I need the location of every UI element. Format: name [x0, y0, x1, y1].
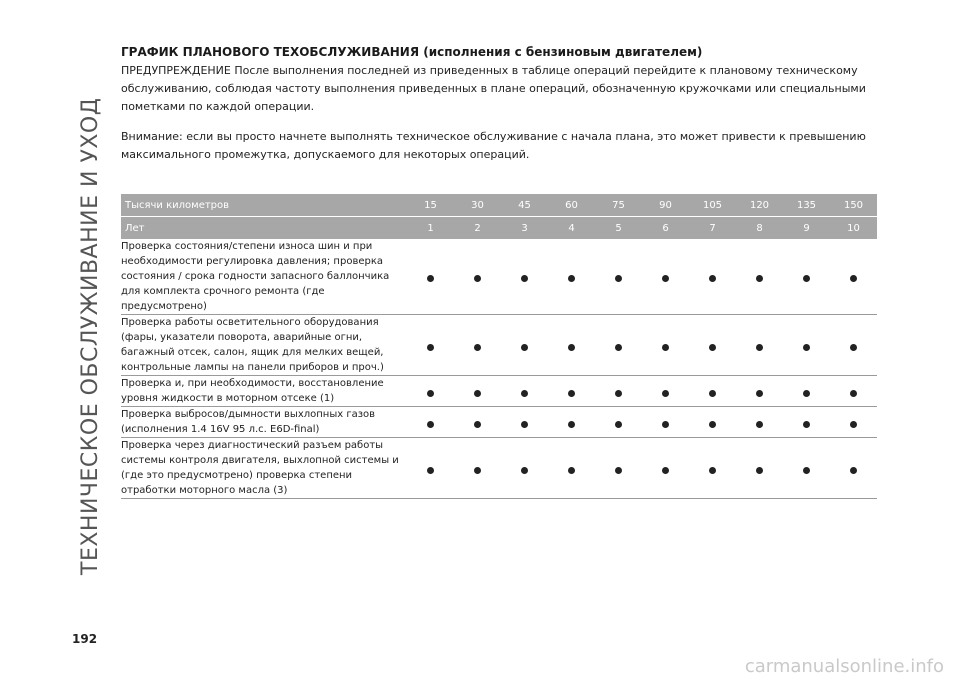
table-row	[121, 239, 877, 315]
km-header-cell: 60	[548, 194, 595, 217]
interval-cell	[783, 315, 830, 376]
interval-cell	[830, 376, 877, 407]
interval-cell	[407, 438, 454, 499]
km-header-label: Тысячи километров	[121, 194, 407, 217]
service-dot-icon	[662, 467, 669, 474]
years-header-cell: 4	[548, 217, 595, 240]
operation-description: Проверка через диагностический разъем работы системы контроля двигателя, выхлопной системы и (где это предусмотрено) проверка степени отработки моторного масла (3)	[121, 438, 407, 499]
interval-cell	[783, 438, 830, 499]
service-dot-icon	[615, 344, 622, 351]
interval-cell	[830, 239, 877, 315]
service-dot-icon	[803, 390, 810, 397]
maintenance-schedule-table	[121, 194, 877, 499]
km-header-cell: 135	[783, 194, 830, 217]
service-dot-icon	[474, 467, 481, 474]
interval-cell	[642, 239, 689, 315]
interval-cell	[454, 407, 501, 438]
km-header-cell: 30	[454, 194, 501, 217]
service-dot-icon	[568, 390, 575, 397]
service-dot-icon	[803, 344, 810, 351]
service-dot-icon	[803, 467, 810, 474]
km-header-cell: 90	[642, 194, 689, 217]
attention-paragraph: Внимание: если вы просто начнете выполнять техническое обслуживание с начала плана, это может привести к превышению максимального промежутка, допускаемого для некоторых операций.	[121, 130, 866, 161]
interval-cell	[548, 376, 595, 407]
service-dot-icon	[850, 275, 857, 282]
interval-cell	[689, 407, 736, 438]
interval-cell	[454, 239, 501, 315]
interval-cell	[501, 239, 548, 315]
interval-cell	[595, 239, 642, 315]
interval-cell	[642, 407, 689, 438]
service-dot-icon	[803, 421, 810, 428]
service-dot-icon	[662, 275, 669, 282]
service-dot-icon	[568, 467, 575, 474]
service-dot-icon	[615, 275, 622, 282]
interval-cell	[736, 376, 783, 407]
service-dot-icon	[427, 421, 434, 428]
interval-cell	[407, 376, 454, 407]
interval-cell	[830, 315, 877, 376]
service-dot-icon	[709, 390, 716, 397]
service-dot-icon	[568, 275, 575, 282]
service-dot-icon	[521, 421, 528, 428]
km-header-cell: 150	[830, 194, 877, 217]
km-header-row	[121, 194, 877, 217]
interval-cell	[783, 239, 830, 315]
interval-cell	[642, 315, 689, 376]
content-block	[121, 44, 877, 164]
interval-cell	[595, 407, 642, 438]
service-dot-icon	[521, 344, 528, 351]
years-header-cell: 10	[830, 217, 877, 240]
service-dot-icon	[427, 467, 434, 474]
interval-cell	[689, 438, 736, 499]
interval-cell	[548, 239, 595, 315]
km-header-cell: 105	[689, 194, 736, 217]
operation-description: Проверка выбросов/дымности выхлопных газов (исполнения 1.4 16V 95 л.с. E6D-final)	[121, 407, 407, 438]
interval-cell	[736, 239, 783, 315]
service-dot-icon	[427, 344, 434, 351]
interval-cell	[595, 315, 642, 376]
service-dot-icon	[474, 275, 481, 282]
service-dot-icon	[803, 275, 810, 282]
interval-cell	[736, 315, 783, 376]
service-dot-icon	[568, 344, 575, 351]
service-dot-icon	[427, 275, 434, 282]
interval-cell	[407, 407, 454, 438]
schedule-body	[121, 239, 877, 499]
service-dot-icon	[521, 390, 528, 397]
service-dot-icon	[615, 421, 622, 428]
section-side-title: ТЕХНИЧЕСКОЕ ОБСЛУЖИВАНИЕ И УХОД	[78, 97, 103, 575]
interval-cell	[689, 239, 736, 315]
interval-cell	[548, 315, 595, 376]
service-dot-icon	[756, 421, 763, 428]
interval-cell	[454, 315, 501, 376]
service-dot-icon	[662, 344, 669, 351]
interval-cell	[501, 315, 548, 376]
interval-cell	[501, 407, 548, 438]
km-header-cell: 15	[407, 194, 454, 217]
interval-cell	[642, 376, 689, 407]
table-row	[121, 438, 877, 499]
page-number: 192	[72, 632, 98, 646]
watermark: carmanualsonline.info	[744, 656, 944, 677]
service-dot-icon	[521, 275, 528, 282]
years-header-cell: 3	[501, 217, 548, 240]
operation-description: Проверка состояния/степени износа шин и при необходимости регулировка давления; проверка состояния / срока годности запасного баллончика для комплекта срочного ремонта (где предусмотрено)	[121, 239, 407, 315]
km-header-cell: 120	[736, 194, 783, 217]
interval-cell	[783, 407, 830, 438]
table-row	[121, 376, 877, 407]
interval-cell	[783, 376, 830, 407]
service-dot-icon	[521, 467, 528, 474]
interval-cell	[501, 376, 548, 407]
service-dot-icon	[427, 390, 434, 397]
operation-description: Проверка работы осветительного оборудования (фары, указатели поворота, аварийные огни, багажный отсек, салон, ящик для мелких вещей, контрольные лампы на панели приборов и проч.)	[121, 315, 407, 376]
service-dot-icon	[756, 275, 763, 282]
service-dot-icon	[568, 421, 575, 428]
service-dot-icon	[756, 467, 763, 474]
service-dot-icon	[615, 390, 622, 397]
service-dot-icon	[850, 344, 857, 351]
km-header-cell: 45	[501, 194, 548, 217]
interval-cell	[830, 407, 877, 438]
service-dot-icon	[709, 275, 716, 282]
interval-cell	[407, 315, 454, 376]
interval-cell	[830, 438, 877, 499]
operation-description: Проверка и, при необходимости, восстановление уровня жидкости в моторном отсеке (1)	[121, 376, 407, 407]
service-dot-icon	[709, 344, 716, 351]
warning-paragraph: ПРЕДУПРЕЖДЕНИЕ После выполнения последней из приведенных в таблице операций перейдите к плановому техническому обслуживанию, соблюдая частоту выполнения приведенных в плане операций, обозначенную кружочками или специальными пометками по каждой операции.	[121, 64, 866, 113]
years-header-row	[121, 217, 877, 240]
service-dot-icon	[709, 467, 716, 474]
years-header-cell: 6	[642, 217, 689, 240]
interval-cell	[454, 438, 501, 499]
interval-cell	[454, 376, 501, 407]
interval-cell	[689, 315, 736, 376]
years-header-cell: 2	[454, 217, 501, 240]
service-dot-icon	[709, 421, 716, 428]
interval-cell	[407, 239, 454, 315]
service-dot-icon	[756, 344, 763, 351]
service-dot-icon	[474, 421, 481, 428]
interval-cell	[689, 376, 736, 407]
interval-cell	[736, 407, 783, 438]
interval-cell	[548, 438, 595, 499]
years-header-label: Лет	[121, 217, 407, 240]
service-dot-icon	[662, 390, 669, 397]
page-heading: ГРАФИК ПЛАНОВОГО ТЕХОБСЛУЖИВАНИЯ (исполнения с бензиновым двигателем)	[121, 45, 703, 59]
years-header-cell: 1	[407, 217, 454, 240]
table-row	[121, 315, 877, 376]
service-dot-icon	[850, 421, 857, 428]
service-dot-icon	[474, 390, 481, 397]
service-dot-icon	[850, 467, 857, 474]
service-dot-icon	[662, 421, 669, 428]
service-dot-icon	[756, 390, 763, 397]
interval-cell	[642, 438, 689, 499]
interval-cell	[595, 376, 642, 407]
interval-cell	[501, 438, 548, 499]
interval-cell	[736, 438, 783, 499]
years-header-cell: 9	[783, 217, 830, 240]
service-dot-icon	[474, 344, 481, 351]
years-header-cell: 5	[595, 217, 642, 240]
service-dot-icon	[850, 390, 857, 397]
interval-cell	[595, 438, 642, 499]
service-dot-icon	[615, 467, 622, 474]
table-row	[121, 407, 877, 438]
km-header-cell: 75	[595, 194, 642, 217]
years-header-cell: 8	[736, 217, 783, 240]
years-header-cell: 7	[689, 217, 736, 240]
interval-cell	[548, 407, 595, 438]
